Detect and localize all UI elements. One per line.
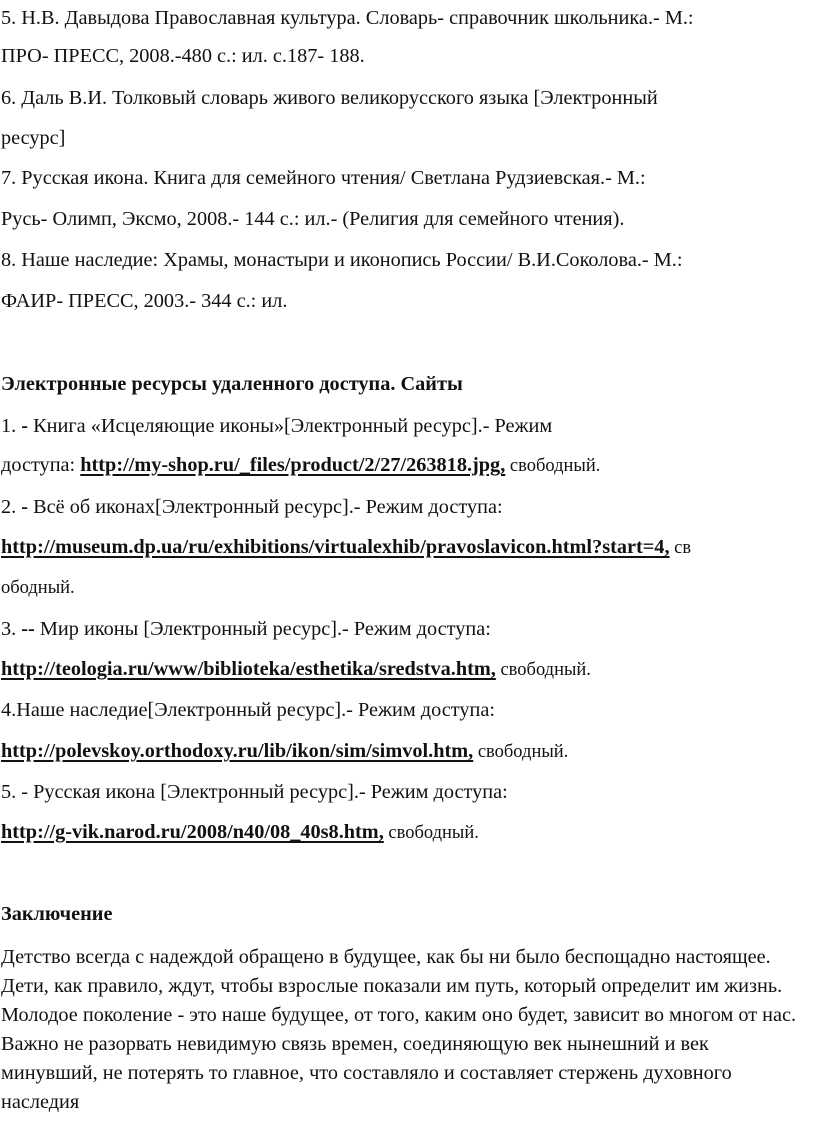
resource-4-access	[1, 739, 812, 764]
resource-5-access	[1, 820, 812, 845]
resource-2-tail-cont-text: ободный.	[1, 578, 75, 598]
resource-4-number: 4.	[1, 699, 17, 721]
bib-item-8-line2: ФАИР- ПРЕСС, 2003.- 344 с.: ил.	[1, 290, 288, 312]
resource-2-tail: св	[669, 538, 692, 558]
resource-4-tail: свободный.	[473, 742, 569, 762]
resource-5-title	[1, 780, 812, 804]
resource-1-link[interactable]: http://my-shop.ru/_files/product/2/27/263818.jpg,	[80, 454, 506, 476]
bib-item-8-line1: 8. Наше наследие: Храмы, монастыри и иконопись России/ В.И.Соколова.- М.:	[1, 249, 683, 271]
resource-1-prefix: доступа:	[1, 454, 81, 476]
bib-item-7-line2: Русь- Олимп, Эксмо, 2008.- 144 с.: ил.- (Религия для семейного чтения).	[1, 208, 625, 230]
resource-5-text: - Русская икона [Электронный ресурс].- Режим доступа:	[21, 781, 508, 803]
bib-item-5-line1: 5. Н.В. Давыдова Православная культура. Словарь- справочник школьника.- М.:	[1, 7, 694, 29]
resource-3-tail: свободный.	[495, 660, 591, 680]
resource-2-title	[1, 495, 812, 519]
resource-2-access	[1, 535, 812, 560]
bib-item-6-line1: 6. Даль В.И. Толковый словарь живого великорусского языка [Электронный	[1, 87, 658, 109]
resource-1-dash: -	[21, 415, 29, 437]
resource-3-number: 3.	[1, 618, 22, 640]
resource-3-title	[1, 617, 812, 641]
conclusion-heading: Заключение	[1, 903, 113, 925]
resource-3-dash: --	[21, 618, 35, 640]
bib-item-7-line1: 7. Русская икона. Книга для семейного чтения/ Светлана Рудзиевская.- М.:	[1, 167, 646, 189]
resource-5-link[interactable]: http://g-vik.narod.ru/2008/n40/08_40s8.htm,	[1, 821, 384, 843]
resource-2-dash: -	[21, 496, 29, 518]
bib-item-6-line2: ресурс]	[1, 127, 66, 149]
resource-2-tail-cont	[1, 575, 812, 600]
resource-4-text: Наше наследие[Электронный ресурс].- Режим доступа:	[16, 699, 495, 721]
resource-3-text: Мир иконы [Электронный ресурс].- Режим доступа:	[34, 618, 491, 640]
resource-1-access	[1, 453, 812, 478]
resource-1-title	[1, 414, 812, 438]
resource-5-number: 5.	[1, 781, 22, 803]
resource-4-title	[1, 698, 812, 722]
resource-2-link[interactable]: http://museum.dp.ua/ru/exhibitions/virtualexhib/pravoslavicon.html?start=4,	[1, 536, 670, 558]
resource-3-access	[1, 657, 812, 682]
conclusion-paragraph: Детство всегда с надеждой обращено в будущее, как бы ни было беспощадно настоящее. Дети, как правило, ждут, чтобы взрослые показали им путь, который определит им жизнь. Молодое поколение - это наше будущее, от того, каким оно будет, зависит во многом от нас. Важно не разорвать невидимую связь времен, соединяющую век нынешний и век минувший, не потерять то главное, что составляло и составляет стержень духовного наследия	[1, 946, 797, 1113]
bib-item-5-line2: ПРО- ПРЕСС, 2008.-480 с.: ил. с.187- 188.	[1, 45, 365, 67]
resource-1-text: Книга «Исцеляющие иконы»[Электронный ресурс].- Режим	[28, 415, 553, 437]
resource-2-text: Всё об иконах[Электронный ресурс].- Режим доступа:	[28, 496, 503, 518]
resource-4-link[interactable]: http://polevskoy.orthodoxy.ru/lib/ikon/sim/simvol.htm,	[1, 740, 474, 762]
resource-5-tail: свободный.	[383, 823, 479, 843]
resource-2-number: 2.	[1, 496, 22, 518]
resource-3-link[interactable]: http://teologia.ru/www/biblioteka/esthetika/sredstva.htm,	[1, 658, 496, 680]
online-resources-heading: Электронные ресурсы удаленного доступа. Сайты	[1, 373, 463, 395]
resource-1-tail: свободный.	[505, 456, 601, 476]
resource-1-number: 1.	[1, 415, 22, 437]
